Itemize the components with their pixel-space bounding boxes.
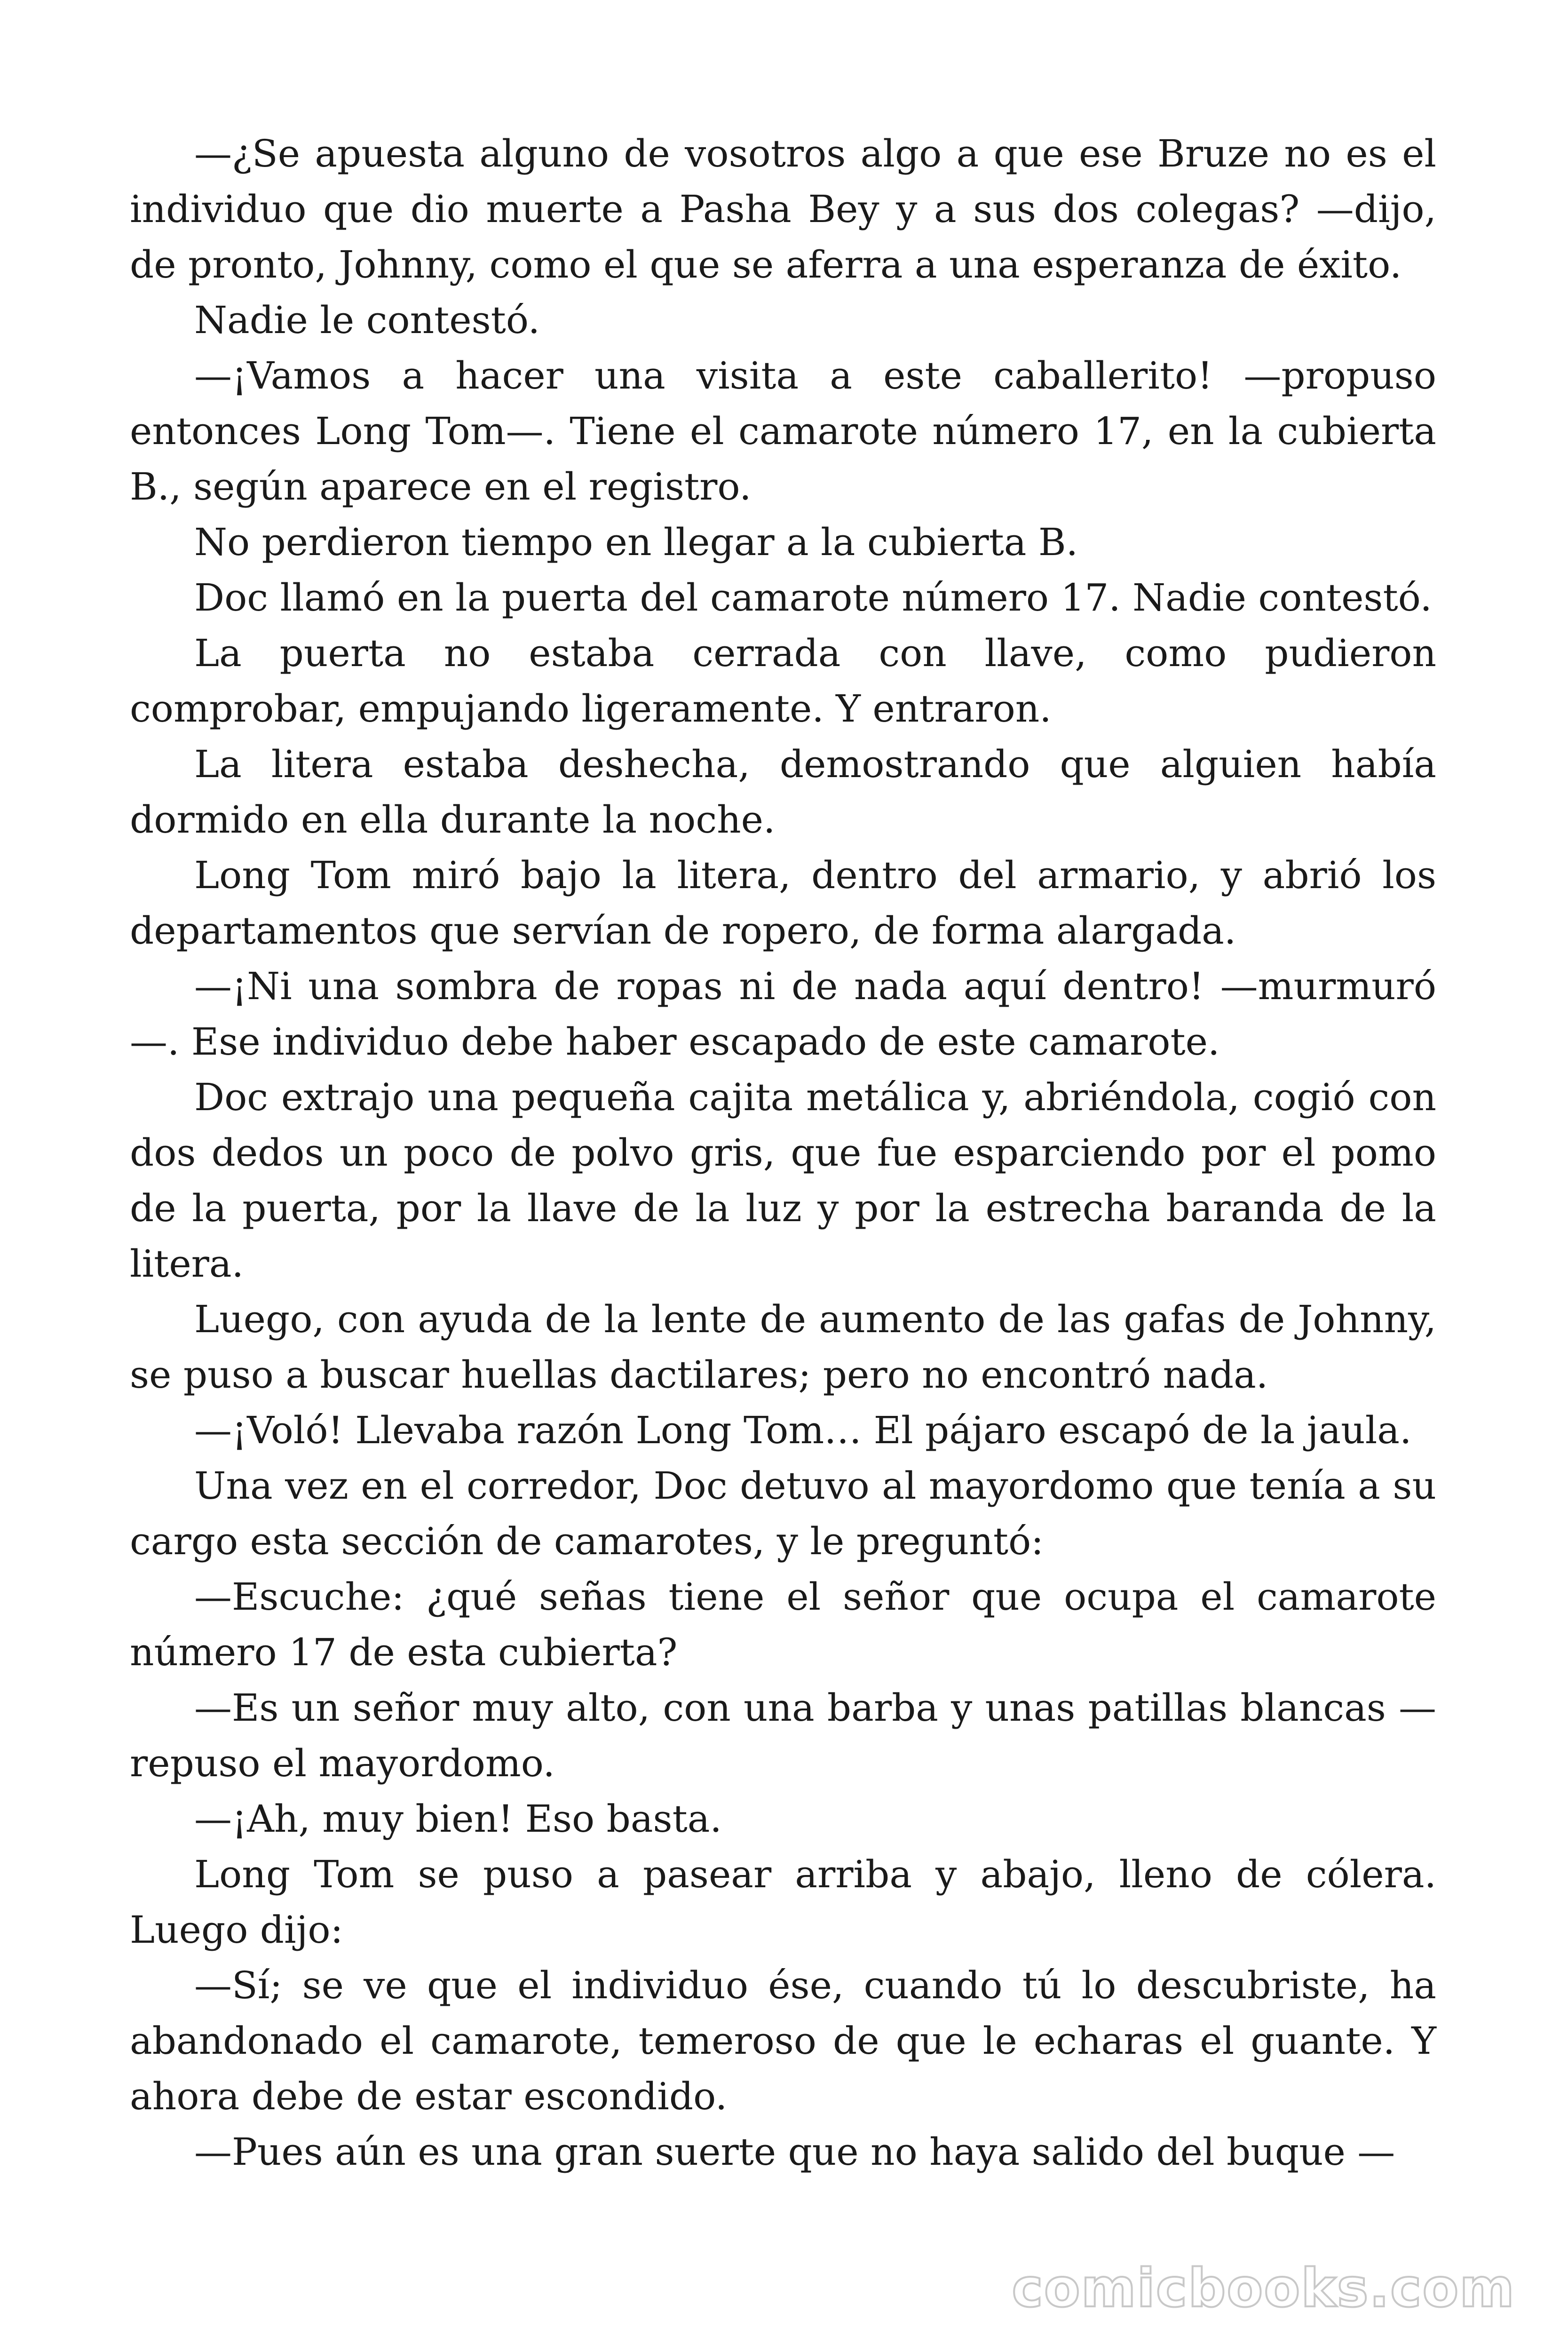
paragraph: Doc extrajo una pequeña cajita metálica y, abriéndola, cogió con dos dedos un poco de polvo gris, que fue esparciendo por el pomo de la puerta, por la llave de la luz y por la estrecha baranda de la litera. [130,1075,1436,1286]
paragraph: La puerta no estaba cerrada con llave, como pudieron comprobar, empujando ligeramente. Y entraron. [130,631,1436,731]
watermark: comicbooks.com [1012,2258,1515,2319]
body-text [130,126,1436,2180]
paragraph: —¡Ni una sombra de ropas ni de nada aquí dentro! —murmuró —. Ese individuo debe haber escapado de este camarote. [130,964,1436,1064]
paragraph: Long Tom se puso a pasear arriba y abajo, lleno de cólera. Luego dijo: [130,1852,1436,1952]
paragraph: Long Tom miró bajo la litera, dentro del armario, y abrió los departamentos que servían de ropero, de forma alargada. [130,853,1436,953]
paragraph: Luego, con ayuda de la lente de aumento de las gafas de Johnny, se puso a buscar huellas dactilares; pero no encontró nada. [130,1297,1436,1397]
paragraph: —Pues aún es una gran suerte que no haya salido del buque — [194,2130,1395,2174]
paragraph: —Es un señor muy alto, con una barba y unas patillas blancas — repuso el mayordomo. [130,1686,1436,1785]
paragraph: Una vez en el corredor, Doc detuvo al mayordomo que tenía a su cargo esta sección de camarotes, y le preguntó: [130,1464,1436,1563]
paragraph: —Escuche: ¿qué señas tiene el señor que ocupa el camarote número 17 de esta cubierta? [130,1575,1436,1674]
paragraph: —¡Ah, muy bien! Eso basta. [194,1797,722,1841]
paragraph: La litera estaba deshecha, demostrando que alguien había dormido en ella durante la noche. [130,742,1436,842]
paragraph: —¡Vamos a hacer una visita a este caballerito! —propuso entonces Long Tom—. Tiene el camarote número 17, en la cubierta B., según aparece en el registro. [130,354,1436,509]
paragraph: —Sí; se ve que el individuo ése, cuando tú lo descubriste, ha abandonado el camarote, temeroso de que le echaras el guante. Y ahora debe de estar escondido. [130,1963,1436,2118]
paragraph: —¡Voló! Llevaba razón Long Tom… El pájaro escapó de la jaula. [194,1408,1412,1452]
paragraph: —¿Se apuesta alguno de vosotros algo a que ese Bruze no es el individuo que dio muerte a Pasha Bey y a sus dos colegas? —dijo, de pronto, Johnny, como el que se aferra a una esperanza de éxito. [130,132,1436,286]
paragraph: Nadie le contestó. [194,298,540,342]
paragraph: Doc llamó en la puerta del camarote número 17. Nadie contestó. [194,576,1432,620]
paragraph: No perdieron tiempo en llegar a la cubierta B. [194,520,1078,564]
